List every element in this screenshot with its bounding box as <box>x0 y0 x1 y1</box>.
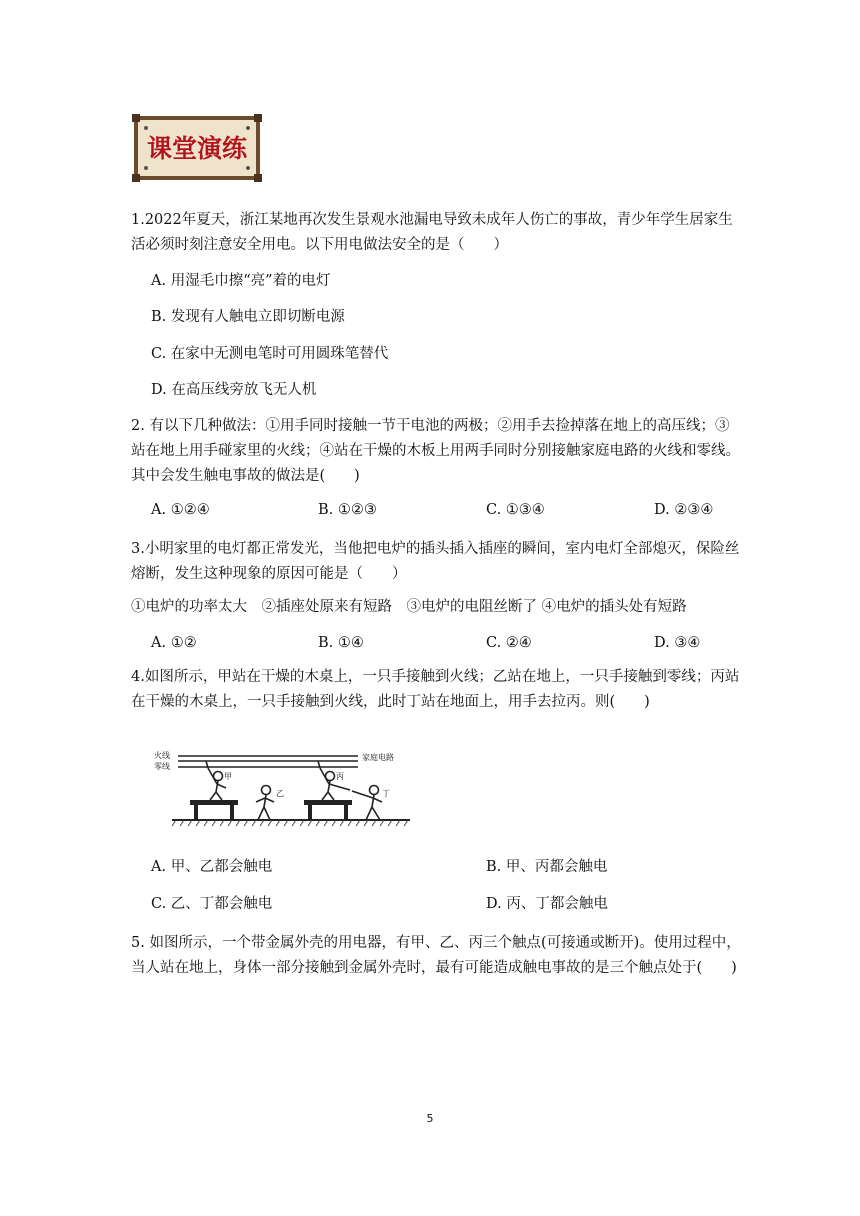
question-4-option-a: A. 甲、乙都会触电 <box>151 859 273 875</box>
question-5-stem: 5. 如图所示，一个带金属外壳的用电器，有甲、乙、丙三个触点(可接通或断开)。使用过程中，当人站在地上，身体一部分接触到金属外壳时，最有可能造成触电事故的是三个触点处于( ) <box>131 935 741 976</box>
question-1-option-c: C. 在家中无测电笔时可用圆珠笔替代 <box>151 346 389 362</box>
figure-label-live-wire: 火线 <box>154 751 170 760</box>
figure-label-neutral-wire: 零线 <box>154 762 170 771</box>
section-banner <box>132 114 262 182</box>
question-2-option-d: D. ②③④ <box>654 502 714 518</box>
question-4-figure <box>152 746 412 830</box>
question-3-option-a: A. ①② <box>151 635 197 651</box>
question-3-statements: ①电炉的功率太大 ②插座处原来有短路 ③电炉的电阻丝断了 ④电炉的插头处有短路 <box>131 599 687 615</box>
question-2-option-c: C. ①③④ <box>486 502 545 518</box>
question-2-option-a: A. ①②④ <box>151 502 210 518</box>
question-3-stem: 3.小明家里的电灯都正常发光，当他把电炉的插头插入插座的瞬间，室内电灯全部熄灭，保险丝熔断，发生这种现象的原因可能是（ ） <box>131 541 740 582</box>
question-1-option-b: B. 发现有人触电立即切断电源 <box>151 309 345 325</box>
figure-label-jia: 甲 <box>224 772 232 781</box>
question-1-option-a: A. 用湿毛巾擦“亮”着的电灯 <box>151 273 331 289</box>
question-4-option-b: B. 甲、丙都会触电 <box>486 859 608 875</box>
question-4-stem: 4.如图所示，甲站在干燥的木桌上，一只手接触到火线；乙站在地上，一只手接触到零线；丙站在干燥的木桌上，一只手接触到火线，此时丁站在地面上，用手去拉丙。则( ) <box>131 669 740 710</box>
figure-label-ding: 丁 <box>382 789 390 798</box>
figure-label-yi: 乙 <box>276 789 284 798</box>
question-2-stem: 2. 有以下几种做法：①用手同时接触一节干电池的两极；②用手去捡掉落在地上的高压线；③站在地上用手碰家里的火线；④站在干燥的木板上用两手同时分别接触家庭电路的火线和零线。其中会发生触电事故的做法是( ) <box>131 418 740 484</box>
page-number: 5 <box>426 1112 434 1125</box>
question-2-option-b: B. ①②③ <box>318 502 377 518</box>
question-4-option-c: C. 乙、丁都会触电 <box>151 896 273 912</box>
question-1-stem: 1.2022年夏天，浙江某地再次发生景观水池漏电导致未成年人伤亡的事故，青少年学生居家生活必须时刻注意安全用电。以下用电做法安全的是（ ） <box>131 212 733 253</box>
question-1-option-d: D. 在高压线旁放飞无人机 <box>151 382 317 398</box>
question-3-option-c: C. ②④ <box>486 635 532 651</box>
question-4-option-d: D. 丙、丁都会触电 <box>486 896 608 912</box>
figure-label-circuit: 家庭电路 <box>362 753 394 762</box>
question-3-option-d: D. ③④ <box>654 635 701 651</box>
figure-label-bing: 丙 <box>336 772 344 781</box>
banner-title: 课堂演练 <box>146 134 248 163</box>
question-3-option-b: B. ①④ <box>318 635 364 651</box>
